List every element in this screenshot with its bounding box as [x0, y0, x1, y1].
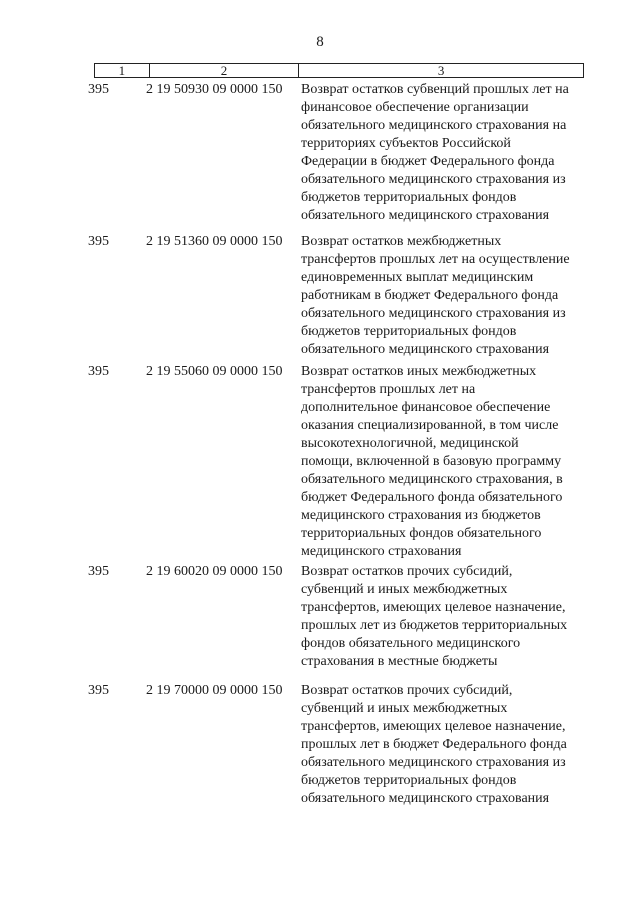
- income-name-line: прошлых лет в бюджет Федерального фонда: [301, 737, 567, 752]
- income-name-line: финансовое обеспечение организации: [301, 100, 529, 115]
- page-number: 8: [316, 34, 324, 50]
- income-name-line: бюджетов территориальных фондов: [301, 324, 517, 339]
- budget-code-cell: 2 19 51360 09 0000 150: [146, 234, 283, 249]
- admin-code-cell: 395: [88, 82, 109, 97]
- income-name-cell: [301, 563, 591, 671]
- column-header-2: 2: [149, 64, 298, 77]
- table-row: [88, 233, 591, 359]
- table-header: [94, 63, 584, 78]
- admin-code-cell: 395: [88, 683, 109, 698]
- admin-code-cell: 395: [88, 234, 109, 249]
- budget-code-cell: 2 19 55060 09 0000 150: [146, 364, 283, 379]
- income-name-line: фондов обязательного медицинского: [301, 636, 521, 651]
- table-row: [88, 563, 591, 671]
- income-name-line: бюджетов территориальных фондов: [301, 190, 517, 205]
- income-name-cell: [301, 682, 591, 808]
- income-name-line: оказания специализированной, в том числе: [301, 418, 559, 433]
- income-name-line: Возврат остатков межбюджетных: [301, 234, 502, 249]
- table-row: [88, 81, 591, 225]
- income-name-line: помощи, включенной в базовую программу: [301, 454, 562, 469]
- income-name-line: единовременных выплат медицинским: [301, 270, 534, 285]
- income-name-line: обязательного медицинского страхования, в: [301, 472, 563, 487]
- income-name-line: медицинского страхования из бюджетов: [301, 508, 541, 523]
- budget-code-cell: 2 19 60020 09 0000 150: [146, 564, 283, 579]
- admin-code-cell: 395: [88, 364, 109, 379]
- budget-code-cell: 2 19 50930 09 0000 150: [146, 82, 283, 97]
- income-name-cell: [301, 233, 591, 359]
- income-name-line: трансфертов, имеющих целевое назначение,: [301, 719, 566, 734]
- income-name-line: обязательного медицинского страхования на: [301, 118, 567, 133]
- income-name-line: бюджет Федерального фонда обязательного: [301, 490, 563, 505]
- income-name-line: обязательного медицинского страхования: [301, 208, 550, 223]
- income-name-line: Возврат остатков субвенций прошлых лет на: [301, 82, 569, 97]
- income-name-line: Возврат остатков иных межбюджетных: [301, 364, 537, 379]
- income-name-line: обязательного медицинского страхования из: [301, 306, 566, 321]
- income-name-line: высокотехнологичной, медицинской: [301, 436, 519, 451]
- income-name-line: бюджетов территориальных фондов: [301, 773, 517, 788]
- table-row: [88, 363, 591, 561]
- income-name-line: территориальных фондов обязательного: [301, 526, 542, 541]
- income-name-cell: [301, 363, 591, 561]
- income-name-line: территориях субъектов Российской: [301, 136, 511, 151]
- income-name-line: субвенций и иных межбюджетных: [301, 582, 508, 597]
- income-name-line: трансфертов прошлых лет на осуществление: [301, 252, 570, 267]
- income-name-line: трансфертов, имеющих целевое назначение,: [301, 600, 566, 615]
- income-name-line: Возврат остатков прочих субсидий,: [301, 564, 513, 579]
- budget-code-cell: 2 19 70000 09 0000 150: [146, 683, 283, 698]
- column-header-1: 1: [118, 63, 126, 78]
- income-name-line: трансфертов прошлых лет на: [301, 382, 476, 397]
- income-name-line: обязательного медицинского страхования из: [301, 172, 566, 187]
- income-name-line: Федерации в бюджет Федерального фонда: [301, 154, 555, 169]
- table-row: [88, 682, 591, 808]
- income-name-cell: [301, 81, 591, 225]
- income-name-line: обязательного медицинского страхования: [301, 791, 550, 806]
- income-name-line: Возврат остатков прочих субсидий,: [301, 683, 513, 698]
- admin-code-cell: 395: [88, 564, 109, 579]
- income-name-line: работникам в бюджет Федерального фонда: [301, 288, 559, 303]
- income-name-line: обязательного медицинского страхования из: [301, 755, 566, 770]
- income-name-line: обязательного медицинского страхования: [301, 342, 550, 357]
- income-name-line: дополнительное финансовое обеспечение: [301, 400, 551, 415]
- income-name-line: страхования в местные бюджеты: [301, 654, 498, 669]
- column-header-3: 3: [298, 64, 583, 77]
- income-name-line: субвенций и иных межбюджетных: [301, 701, 508, 716]
- income-name-line: прошлых лет из бюджетов территориальных: [301, 618, 568, 633]
- income-name-line: медицинского страхования: [301, 544, 462, 559]
